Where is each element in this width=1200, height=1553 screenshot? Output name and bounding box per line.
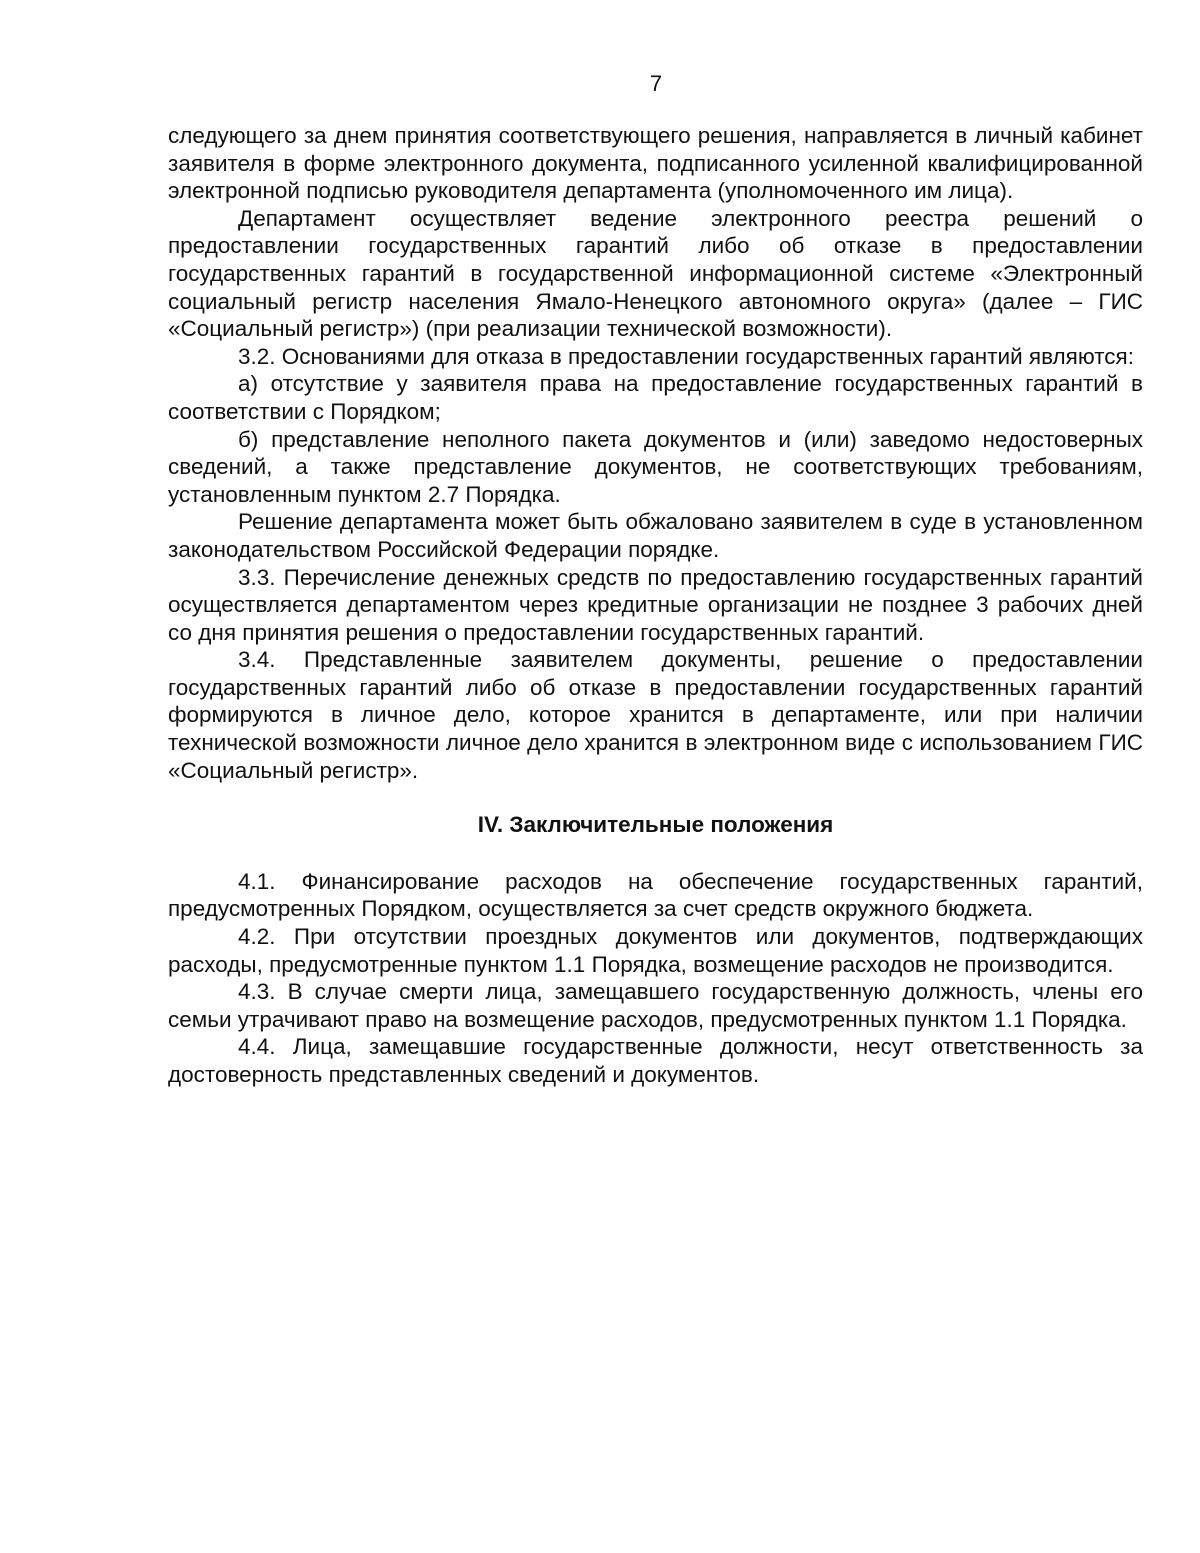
paragraph-electronic-registry: Департамент осуществляет ведение электронного реестра решений о предоставлении государственных гарантий либо об отказе в предоставлении государственных гарантий в государственной информационной системе «Электронный социальный регистр населения Ямало-Ненецкого автономного округа» (далее – ГИС «Социальный регистр») (при реализации технической возможности).: [168, 205, 1143, 342]
section-heading: IV. Заключительные положения: [477, 812, 834, 838]
paragraph-3-2-b: б) представление неполного пакета документов и (или) заведомо недостоверных сведений, а также представление документов, не соответствующих требованиям, установленным пунктом 2.7 Порядка.: [168, 426, 1143, 507]
paragraph-3-2-refusal-grounds: 3.2. Основаниями для отказа в предоставлении государственных гарантий являются:: [238, 343, 1134, 369]
paragraph-3-2-a: а) отсутствие у заявителя права на предоставление государственных гарантий в соответствии с Порядком;: [168, 371, 1143, 424]
section-4: [168, 868, 1143, 1089]
paragraph-4-4: 4.4. Лица, замещавшие государственные должности, несут ответственность за достоверность представленных сведений и документов.: [168, 1034, 1143, 1087]
paragraph-4-1: 4.1. Финансирование расходов на обеспечение государственных гарантий, предусмотренных Порядком, осуществляется за счет средств окружного бюджета.: [168, 868, 1143, 922]
paragraph-4-2: 4.2. При отсутствии проездных документов или документов, подтверждающих расходы, предусмотренные пунктом 1.1 Порядка, возмещение расходов не производится.: [168, 924, 1143, 977]
page-number: 7: [649, 71, 663, 96]
paragraph-decision-delivery: следующего за днем принятия соответствующего решения, направляется в личный кабинет заявителя в форме электронного документа, подписанного усиленной квалифицированной электронной подписью руководителя департамента (уполномоченного им лица).: [168, 123, 1143, 204]
paragraph-4-3: 4.3. В случае смерти лица, замещавшего государственную должность, члены его семьи утрачивают право на возмещение расходов, предусмотренных пунктом 1.1 Порядка.: [168, 979, 1143, 1032]
section-3-continuation: [168, 122, 1143, 784]
paragraph-appeal: Решение департамента может быть обжаловано заявителем в суде в установленном законодательством Российской Федерации порядке.: [168, 509, 1143, 562]
document-body: [168, 122, 1143, 1089]
paragraph-3-3-transfer: 3.3. Перечисление денежных средств по предоставлению государственных гарантий осуществляется департаментом через кредитные организации не позднее 3 рабочих дней со дня принятия решения о предоставлении государственных гарантий.: [168, 564, 1143, 645]
paragraph-3-4-personal-file: 3.4. Представленные заявителем документы, решение о предоставлении государственных гарантий либо об отказе в предоставлении государственных гарантий формируются в личное дело, которое хранится в департаменте, или при наличии технической возможности личное дело хранится в электронном виде с использованием ГИС «Социальный регистр».: [168, 647, 1143, 783]
